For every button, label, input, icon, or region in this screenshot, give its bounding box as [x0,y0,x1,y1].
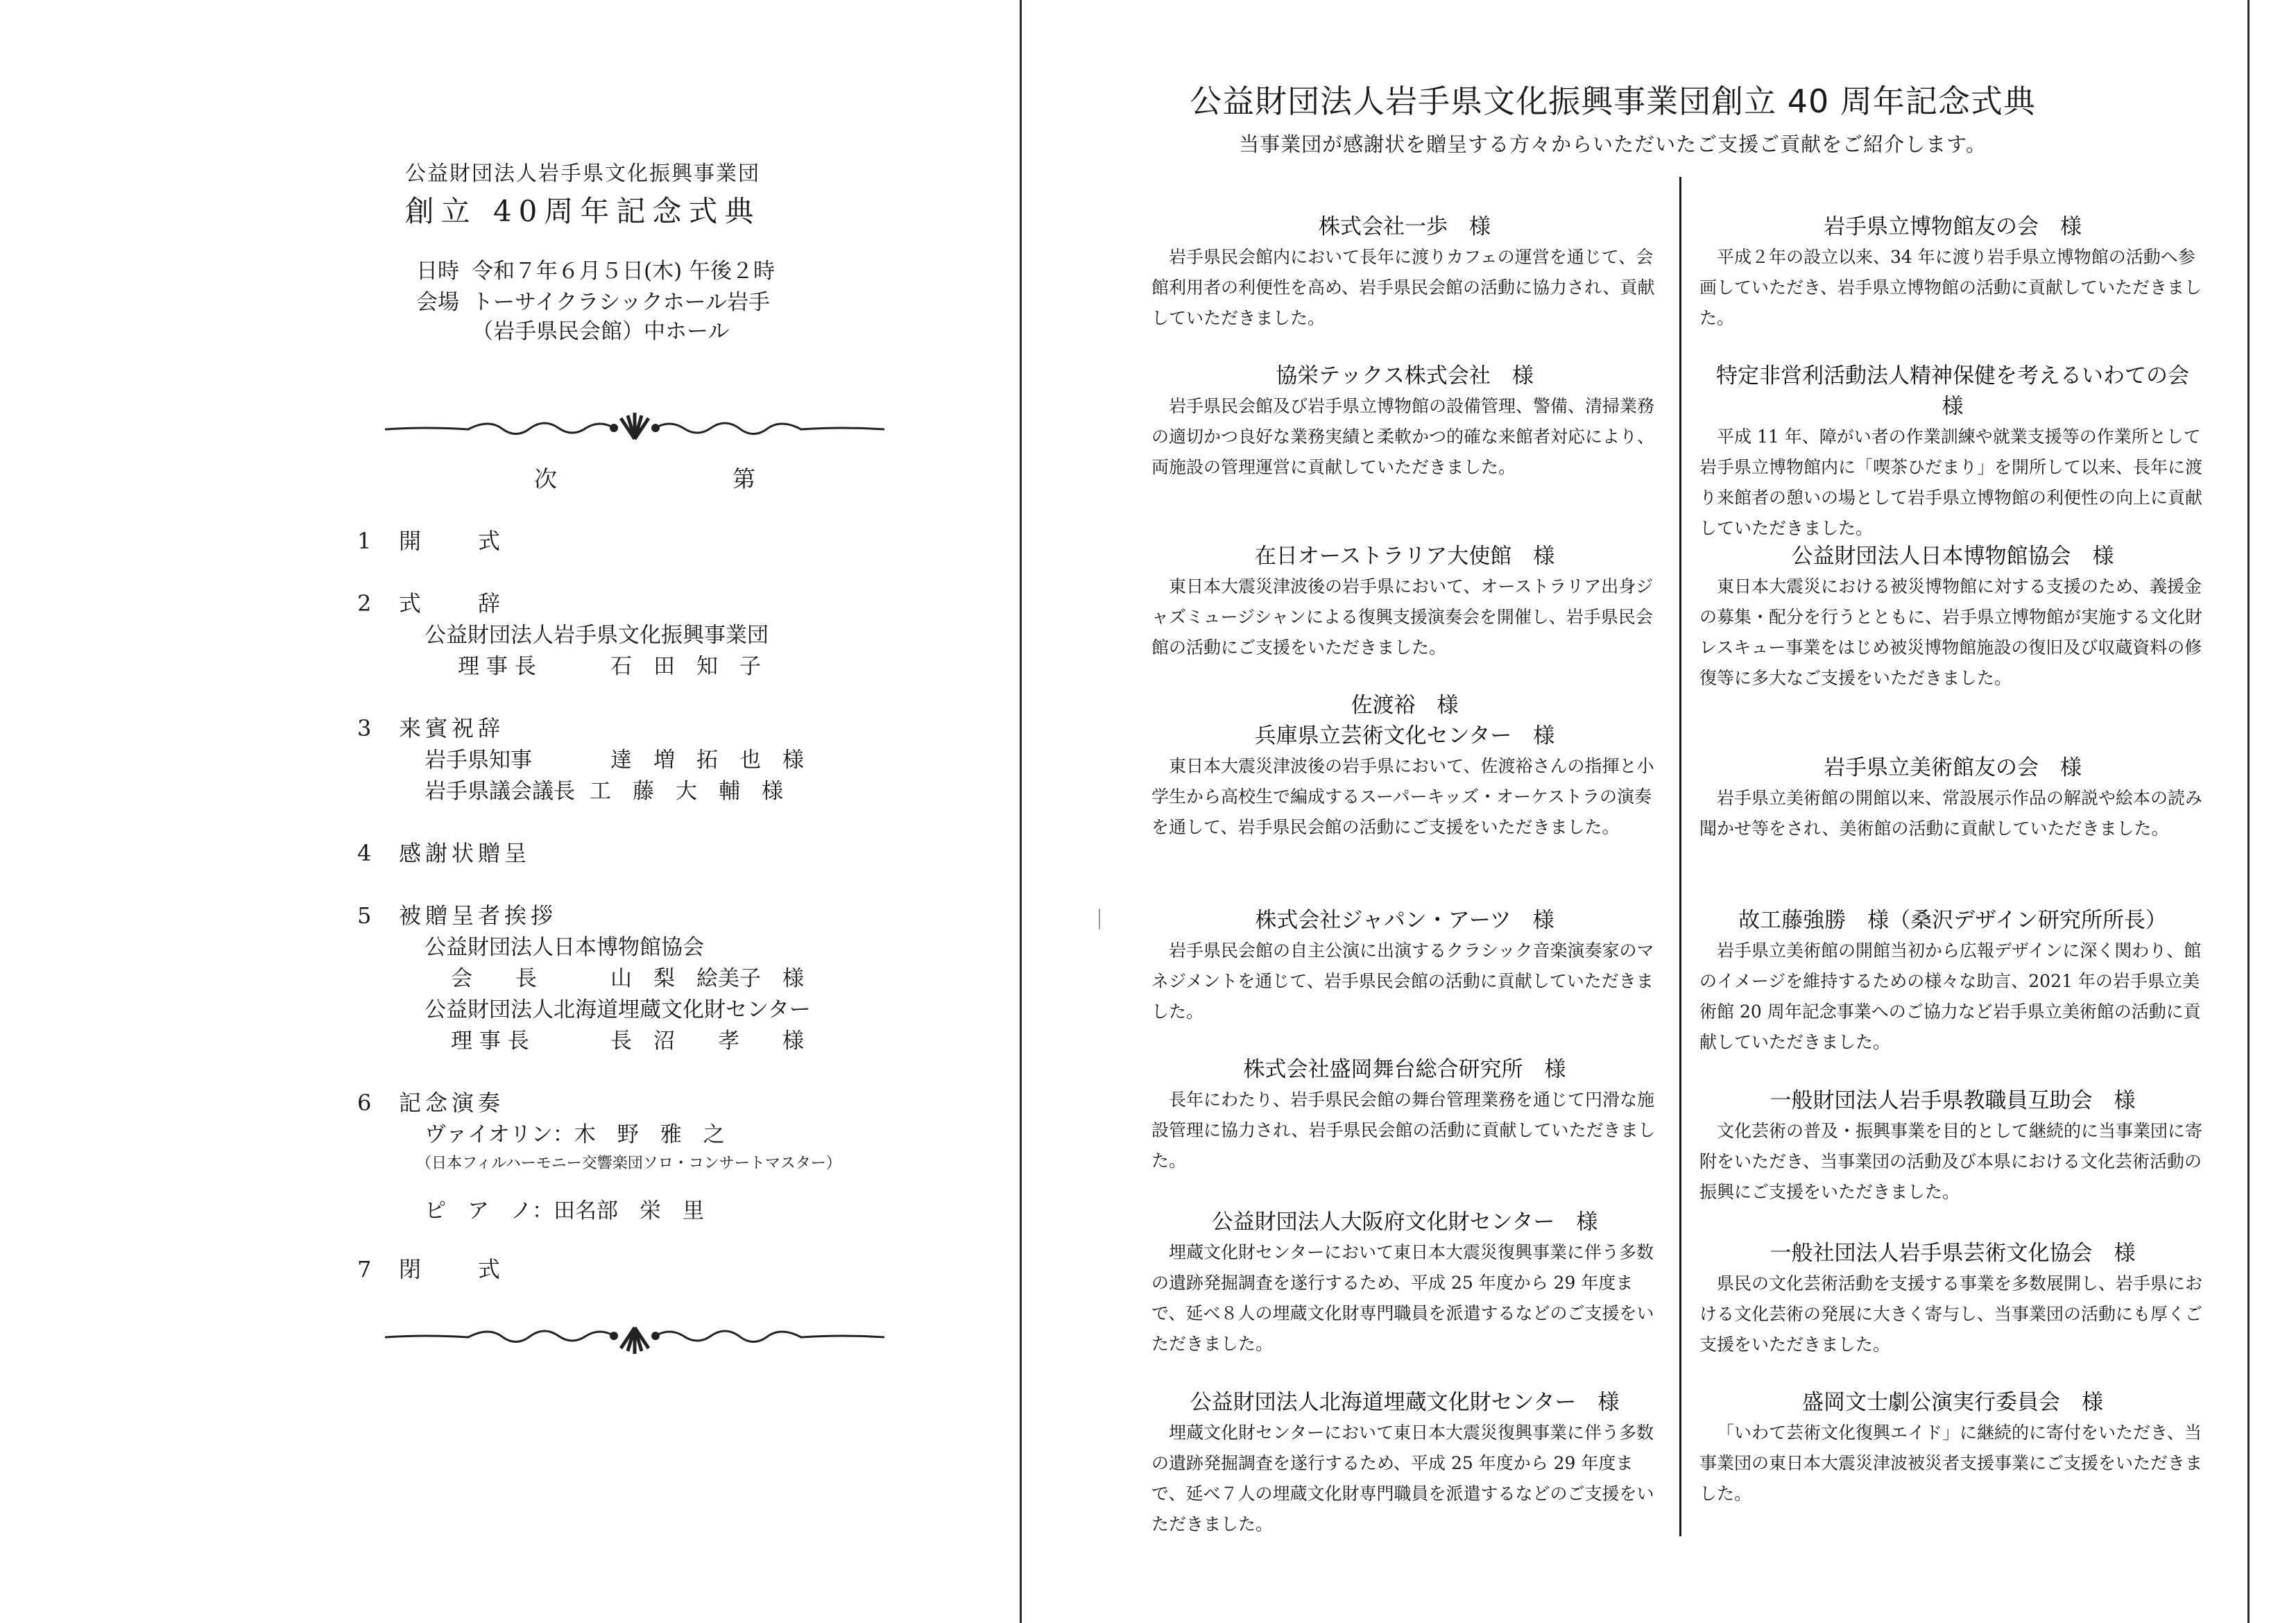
program-title: 開 式 [399,528,505,554]
recipient-entry [1151,1207,1658,1359]
violinist-note: （日本フィルハーモニー交響楽団ソロ・コンサートマスター） [416,1155,841,1172]
recipient-name: 在日オーストラリア大使館 様 [1254,544,1555,569]
program-num: 7 [357,1256,372,1282]
recipient-desc: 東日本大震災津波後の岩手県において、佐渡裕さんの指揮と小学生から高校生で編成するスーパーキッズ・オーケストラの演奏を通して、岩手県民会館の活動にご支援をいただきました。 [1151,756,1654,837]
recipient-entry [1699,905,2206,1058]
program-title: 閉 式 [399,1256,505,1282]
venue-row [416,284,770,316]
recipient-entry [1151,361,1658,483]
recipient-name: 佐渡裕 様 [1351,693,1459,718]
ornament-divider-top [385,406,884,447]
recipient-desc: 平成２年の設立以来、34 年に渡り岩手県立博物館の活動へ参画していただき、岩手県立博物館の活動に貢献していただきました。 [1699,247,2202,328]
recipient-name: 一般社団法人岩手県芸術文化協会 様 [1770,1241,2136,1266]
recipient-desc: 「いわて芸術文化復興エイド」に継続的に寄付をいただき、当事業団の東日本大震災津波被災者支援事業にご支援をいただきました。 [1699,1423,2203,1504]
program-heading: 次 第 [534,465,832,492]
program-title: 来賓祝辞 [399,715,505,741]
program-item-3 [357,711,504,743]
recipient-name: 公益財団法人大阪府文化財センター 様 [1211,1210,1598,1235]
recipient-desc: 東日本大震災津波後の岩手県において、オーストラリア出身ジャズミュージシャンによる復興支援演奏会を開催し、岩手県民会館の活動にご支援をいただきました。 [1151,576,1654,658]
violinist: ヴァイオリン：木 野 雅 之 [425,1122,725,1147]
guest1-name: 達 増 拓 也 様 [610,748,804,773]
program-item-4 [357,836,531,868]
aisatsu1-name: 山 梨 絵美子 様 [610,966,804,991]
recipient-name: 一般財団法人岩手県教職員互助会 様 [1770,1088,2136,1113]
recipient-desc: 岩手県立美術館の開館当初から広報デザインに深く関わり、館のイメージを維持するための様々な助言、2021 年の岩手県立美術館 20 周年記念事業へのご協力など岩手県立美術館の活動に貢献していただきました。 [1699,941,2202,1052]
recipient-desc: 文化芸術の普及・振興事業を目的として継続的に当事業団に寄附をいただき、当事業団の活動及び本県における文化芸術活動の振興にご支援をいただきました。 [1699,1121,2203,1202]
recipient-desc: 県民の文化芸術活動を支援する事業を多数展開し、岩手県における文化芸術の発展に大きく寄与し、当事業団の活動にも厚くご支援をいただきました。 [1699,1273,2203,1355]
guest2-role: 岩手県議会議長 [425,779,575,804]
recipient-entry [1151,541,1658,663]
program-num: 5 [357,902,372,929]
recipient-desc: 東日本大震災における被災博物館に対する支援のため、義援金の募集・配分を行うとともに、岩手県立博物館が実施する文化財レスキュー事業をはじめ被災博物館施設の復旧及び収蔵資料の修復等に多大なご支援をいただきました。 [1699,576,2203,688]
recipient-name: 協栄テックス株式会社 様 [1276,363,1534,388]
aisatsu1-role: 会 長 [451,966,537,991]
program-title: 式 辞 [399,590,505,617]
recipient-entry [1699,212,2206,334]
program-num: 2 [357,590,372,617]
program-num: 4 [357,840,372,866]
program-item-5 [357,898,557,930]
program-num: 6 [357,1090,372,1116]
recipient-entry [1151,1054,1658,1176]
recipient-desc: 岩手県立美術館の開館以来、常設展示作品の解説や絵本の読み聞かせ等をされ、美術館の活動に貢献していただきました。 [1699,788,2203,839]
recipient-entry [1699,753,2206,844]
recipient-desc: 長年にわたり、岩手県民会館の舞台管理業務を通じて円滑な施設管理に協力され、岩手県民会館の活動に貢献していただきました。 [1151,1090,1656,1171]
recipient-desc: 埋蔵文化財センターにおいて東日本大震災復興事業に伴う多数の遺跡発掘調査を遂行するため、平成 25 年度から 29 年度まで、延べ８人の埋蔵文化財専門職員を派遣するなどのご支援をいただきました。 [1151,1242,1654,1354]
recipient-name: 特定非営利活動法人精神保健を考えるいわての会 様 [1716,363,2211,419]
recipient-desc: 平成 11 年、障がい者の作業訓練や就業支援等の作業所として岩手県立博物館内に「喫茶ひだまり」を開所して以来、長年に渡り来館者の憩いの場として岩手県立博物館の利便性の向上に貢献していただきました。 [1699,427,2203,538]
recipient-name: 故工藤強勝 様（桑沢デザイン研究所所長） [1738,908,2167,933]
recipient-entry [1699,541,2206,694]
page-fold-line [1020,0,1022,1623]
recipient-name: 公益財団法人日本博物館協会 様 [1791,544,2114,569]
program-item-1 [357,524,504,556]
recipient-name: 株式会社盛岡舞台総合研究所 様 [1243,1057,1566,1082]
program-title: 被贈呈者挨拶 [399,902,558,929]
datetime-row [416,253,775,284]
recipient-desc: 岩手県民会館内において長年に渡りカフェの運営を通じて、会館利用者の利便性を高め、岩手県民会館の活動に協力され、貢献していただきました。 [1151,247,1655,328]
column-divider [1679,177,1681,1536]
recipient-desc: 岩手県民会館及び岩手県立博物館の設備管理、警備、清掃業務の適切かつ良好な業務実績と柔軟かつ的確な来館者対応により、両施設の管理運営に貢献していただきました。 [1151,396,1655,477]
pianist: ピ ア ノ：田名部 栄 里 [425,1199,704,1223]
left-org-name: 公益財団法人岩手県文化振興事業団 [405,162,760,186]
recipient-entry [1151,1387,1658,1540]
datetime-value: 令和７年６月５日(木) 午後２時 [472,259,776,284]
recipient-entry [1699,1238,2206,1360]
right-page-title: 公益財団法人岩手県文化振興事業団創立 40 周年記念式典 [1190,83,2036,120]
recipient-name: 岩手県立博物館友の会 様 [1824,214,2082,239]
shikiji-name: 石 田 知 子 [610,654,761,679]
recipient-entry [1699,361,2211,544]
guest1-role: 岩手県知事 [425,748,532,773]
left-ceremony-title: 創立 40周年記念式典 [404,194,761,228]
aisatsu2-role: 理 事 長 [451,1029,529,1054]
recipient-name-secondary: 兵庫県立芸術文化センター 様 [1254,723,1555,748]
recipient-name: 株式会社一歩 様 [1319,214,1491,239]
right-page-subtitle: 当事業団が感謝状を贈呈する方々からいただいたご支援ご貢献をご紹介します。 [1239,132,1987,156]
recipient-name: 公益財団法人北海道埋蔵文化財センター 様 [1190,1390,1620,1415]
recipient-desc: 岩手県民会館の自主公演に出演するクラシック音楽演奏家のマネジメントを通じて、岩手県民会館の活動に貢献していただきました。 [1151,941,1654,1022]
guest2-name: 工 藤 大 輔 様 [590,779,783,804]
venue-sub: （岩手県民会館）中ホール [472,319,730,344]
shikiji-org: 公益財団法人岩手県文化振興事業団 [425,623,769,648]
page-edge-line [2247,0,2250,1623]
program-item-6 [357,1085,504,1117]
scan-mark [1099,909,1100,929]
program-title: 記念演奏 [399,1090,505,1116]
recipient-name: 岩手県立美術館友の会 様 [1824,755,2082,780]
ornament-divider-bottom [385,1318,884,1359]
recipient-entry [1699,1085,2206,1208]
program-num: 3 [357,715,372,741]
program-item-7 [357,1252,504,1284]
recipient-name: 盛岡文士劇公演実行委員会 様 [1802,1390,2103,1415]
program-title: 感謝状贈呈 [399,840,531,866]
venue-value: トーサイクラシックホール岩手 [472,290,770,315]
datetime-label: 日時 [416,259,459,284]
aisatsu2-org: 公益財団法人北海道埋蔵文化財センター [425,997,811,1022]
recipient-entry [1151,212,1658,334]
shikiji-role: 理 事 長 [458,654,536,679]
venue-label: 会場 [416,290,459,315]
recipient-name: 株式会社ジャパン・アーツ 様 [1255,908,1554,933]
program-item-2 [357,586,504,618]
recipient-desc: 埋蔵文化財センターにおいて東日本大震災復興事業に伴う多数の遺跡発掘調査を遂行するため、平成 25 年度から 29 年度まで、延べ７人の埋蔵文化財専門職員を派遣するなどのご支援をいただきました。 [1151,1423,1654,1534]
recipient-entry [1151,905,1658,1027]
aisatsu2-name: 長 沼 孝 様 [610,1029,804,1054]
recipient-entry [1699,1387,2206,1509]
aisatsu1-org: 公益財団法人日本博物館協会 [425,935,704,960]
program-num: 1 [357,528,372,554]
recipient-entry [1151,690,1658,843]
